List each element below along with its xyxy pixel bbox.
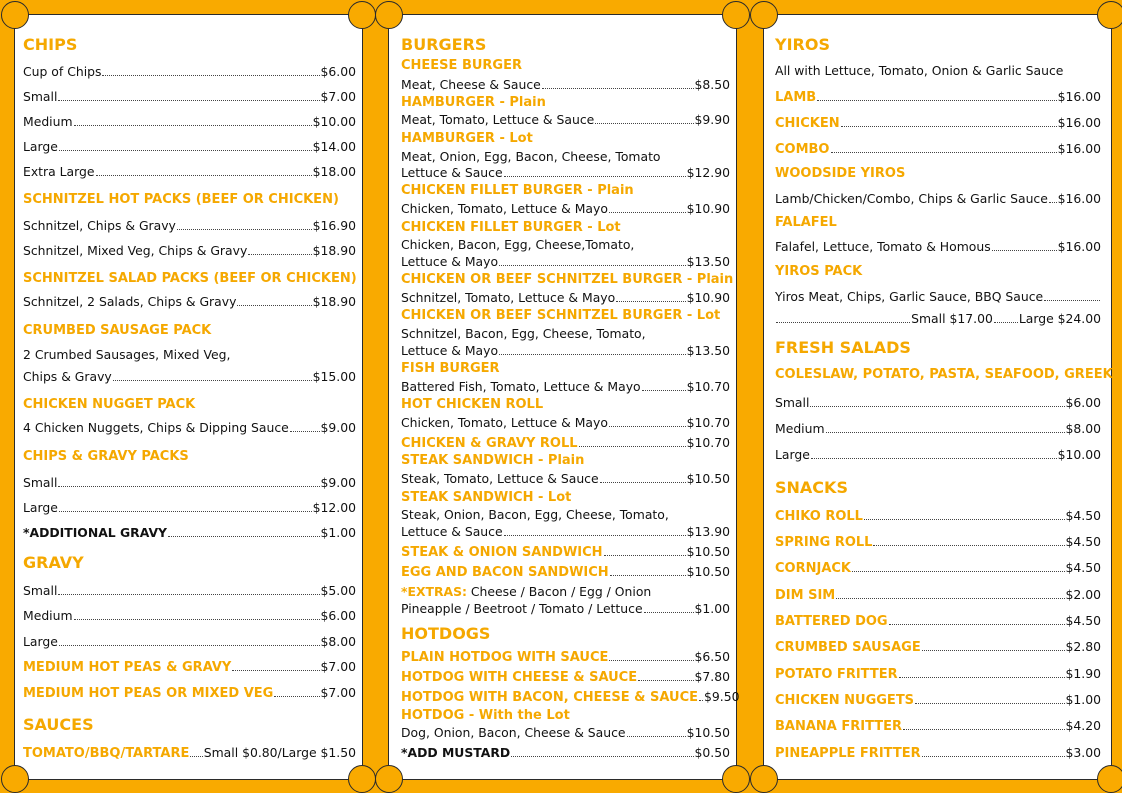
item-price: $16.90	[312, 218, 356, 233]
item-name: Large	[23, 634, 58, 649]
subsection-title: YIROS PACK	[775, 264, 863, 279]
item-price: $12.90	[686, 165, 730, 180]
item-price: $9.90	[694, 112, 730, 127]
item-price: $10.50	[686, 725, 730, 740]
item-price: $10.50	[686, 471, 730, 486]
menu-item	[775, 289, 1101, 304]
subsection-title: SCHNITZEL SALAD PACKS (BEEF OR CHICKEN)	[23, 271, 357, 286]
section-title: GRAVY	[23, 553, 84, 572]
item-name: Small	[23, 583, 58, 598]
item-name: Medium	[23, 608, 73, 623]
subsection-title: CHEESE BURGER	[401, 58, 522, 73]
item-price: $4.50	[1065, 508, 1101, 523]
menu-item	[401, 524, 730, 539]
dot-leader	[699, 700, 703, 701]
item-price: $16.00	[1057, 191, 1101, 206]
item-name: CORNJACK	[775, 561, 851, 576]
item-name: TOMATO/BBQ/TARTARE	[23, 746, 190, 761]
dot-leader	[864, 519, 1065, 520]
item-price: $10.70	[686, 379, 730, 394]
item-price: $12.00	[312, 500, 356, 515]
subsection-title: STEAK SANDWICH - Lot	[401, 490, 572, 505]
item-price: $18.90	[312, 243, 356, 258]
dot-leader	[1044, 300, 1100, 301]
menu-item	[23, 525, 356, 540]
item-name: DIM SIM	[775, 588, 836, 603]
menu-item	[401, 254, 730, 269]
item-name: HOTDOG WITH CHEESE & SAUCE	[401, 670, 638, 685]
section-title: HOTDOGS	[401, 624, 491, 643]
item-description: Schnitzel, Bacon, Egg, Cheese, Tomato,	[401, 326, 646, 341]
dot-leader	[511, 756, 693, 757]
item-price: $10.90	[686, 290, 730, 305]
dot-leader	[609, 426, 686, 427]
item-name: *ADD MUSTARD	[401, 745, 511, 760]
menu-item	[23, 114, 356, 129]
section-title: BURGERS	[401, 35, 487, 54]
item-price: $7.00	[320, 659, 356, 674]
section-title: FRESH SALADS	[775, 338, 911, 357]
item-name: Small	[775, 395, 810, 410]
section-title: YIROS	[775, 35, 830, 54]
menu-item	[775, 587, 1101, 603]
menu-item	[23, 139, 356, 154]
dot-leader	[889, 624, 1065, 625]
item-price: $6.00	[320, 608, 356, 623]
subsection-title: CRUMBED SAUSAGE PACK	[23, 323, 212, 338]
menu-item	[401, 689, 740, 705]
corner-notch	[750, 765, 778, 793]
item-name: EGG AND BACON SANDWICH	[401, 565, 609, 580]
dot-leader	[579, 446, 686, 447]
item-price: Small $0.80/Large $1.50	[203, 745, 356, 760]
menu-item	[775, 239, 1101, 254]
dot-leader	[542, 88, 694, 89]
menu-item	[401, 649, 730, 665]
menu-item	[23, 294, 356, 309]
dot-leader	[899, 677, 1065, 678]
menu-item	[775, 311, 1101, 326]
subsection-title: CHICKEN OR BEEF SCHNITZEL BURGER - Lot	[401, 308, 721, 323]
item-name: Schnitzel, Chips & Gravy	[23, 218, 176, 233]
subsection-title: HAMBURGER - Plain	[401, 95, 546, 110]
item-name: HOTDOG WITH BACON, CHEESE & SAUCE	[401, 690, 699, 705]
subsection-title: SCHNITZEL HOT PACKS (BEEF OR CHICKEN)	[23, 192, 339, 207]
item-price: $4.20	[1065, 718, 1101, 733]
panel-3-content	[775, 15, 1113, 781]
item-name: CHICKEN	[775, 116, 840, 131]
dot-leader	[873, 545, 1064, 546]
item-description: Steak, Onion, Bacon, Egg, Cheese, Tomato,	[401, 507, 669, 522]
item-price: $6.50	[694, 649, 730, 664]
item-name: Large	[775, 447, 810, 462]
item-price: $2.00	[1065, 587, 1101, 602]
menu-item	[401, 471, 730, 486]
menu-item	[401, 112, 730, 127]
dot-leader	[915, 703, 1064, 704]
item-price: $18.00	[312, 164, 356, 179]
dot-leader	[852, 571, 1065, 572]
item-price: $7.80	[694, 669, 730, 684]
subsection-title: CHICKEN OR BEEF SCHNITZEL BURGER - Plain	[401, 272, 734, 287]
item-price: $15.00	[312, 369, 356, 384]
dot-leader	[609, 660, 693, 661]
item-description: 2 Crumbed Sausages, Mixed Veg,	[23, 347, 231, 362]
item-name: Chicken, Tomato, Lettuce & Mayo	[401, 415, 608, 430]
extras-label: *EXTRAS:	[401, 584, 467, 599]
item-name: Large	[23, 139, 58, 154]
item-name: MEDIUM HOT PEAS & GRAVY	[23, 660, 232, 675]
menu-item	[23, 420, 356, 435]
dot-leader	[992, 250, 1057, 251]
extras-options: Cheese / Bacon / Egg / Onion	[466, 584, 652, 599]
dot-leader	[248, 254, 311, 255]
item-name: CRUMBED SAUSAGE	[775, 640, 921, 655]
dot-leader	[58, 100, 319, 101]
item-price: $13.50	[686, 343, 730, 358]
small-price: Small $17.00	[911, 311, 993, 326]
corner-notch	[375, 765, 403, 793]
item-name: Large	[23, 500, 58, 515]
dot-leader	[58, 486, 319, 487]
dot-leader	[811, 458, 1057, 459]
item-name: Pineapple / Beetroot / Tomato / Lettuce	[401, 601, 643, 616]
item-price: $6.00	[1065, 395, 1101, 410]
item-price: $1.90	[1065, 666, 1101, 681]
menu-item	[401, 290, 730, 305]
dot-leader	[74, 619, 320, 620]
item-name: Extra Large	[23, 164, 95, 179]
subsection-title: CHIPS & GRAVY PACKS	[23, 449, 189, 464]
item-name: Chips & Gravy	[23, 369, 112, 384]
dot-leader	[58, 594, 319, 595]
dot-leader	[504, 176, 686, 177]
item-price: $3.00	[1065, 745, 1101, 760]
dot-leader	[237, 305, 311, 306]
item-name: Small	[23, 475, 58, 490]
item-name: Meat, Tomato, Lettuce & Sauce	[401, 112, 595, 127]
item-name: LAMB	[775, 90, 817, 105]
menu-item	[23, 659, 356, 675]
menu-item	[23, 583, 356, 598]
item-name: Schnitzel, 2 Salads, Chips & Gravy	[23, 294, 237, 309]
menu-item	[23, 745, 356, 761]
subsection-title: HOTDOG - With the Lot	[401, 708, 570, 723]
menu-item	[775, 560, 1101, 576]
dot-leader	[826, 432, 1065, 433]
item-name: Schnitzel, Tomato, Lettuce & Mayo	[401, 290, 616, 305]
menu-item	[401, 435, 730, 451]
menu-item	[401, 343, 730, 358]
menu-item	[23, 64, 356, 79]
item-price: $13.90	[686, 524, 730, 539]
menu-item	[775, 692, 1101, 708]
dot-leader	[96, 175, 312, 176]
menu-item	[401, 201, 730, 216]
item-name: Lettuce & Sauce	[401, 524, 503, 539]
item-name: BANANA FRITTER	[775, 719, 903, 734]
item-name: BATTERED DOG	[775, 614, 888, 629]
menu-item	[23, 608, 356, 623]
dot-leader	[616, 301, 685, 302]
item-price: $9.50	[704, 689, 740, 704]
item-price: $0.50	[694, 745, 730, 760]
menu-item	[775, 745, 1101, 761]
menu-item	[23, 500, 356, 515]
dot-leader	[504, 535, 686, 536]
item-name: Lamb/Chicken/Combo, Chips & Garlic Sauce	[775, 191, 1048, 206]
item-name: CHIKO ROLL	[775, 509, 863, 524]
menu-item	[775, 115, 1101, 131]
item-name: Small	[23, 89, 58, 104]
item-price: $10.70	[686, 435, 730, 450]
menu-item	[401, 77, 730, 92]
dot-leader	[922, 650, 1065, 651]
menu-item	[23, 475, 356, 490]
dot-leader	[610, 575, 686, 576]
item-name: Lettuce & Mayo	[401, 254, 499, 269]
dot-leader	[113, 380, 312, 381]
item-price: $16.00	[1057, 141, 1101, 156]
item-price: $4.50	[1065, 613, 1101, 628]
menu-panel-2	[388, 14, 740, 780]
menu-item	[23, 89, 356, 104]
dot-leader	[638, 680, 693, 681]
large-price: Large $24.00	[1018, 311, 1101, 326]
item-name: Battered Fish, Tomato, Lettuce & Mayo	[401, 379, 641, 394]
item-price: $8.00	[1065, 421, 1101, 436]
item-description: All with Lettuce, Tomato, Onion & Garlic Sauce	[775, 63, 1064, 78]
dot-leader	[59, 645, 320, 646]
dot-leader	[274, 696, 319, 697]
item-name: Lettuce & Mayo	[401, 343, 499, 358]
subsection-title: CHICKEN FILLET BURGER - Plain	[401, 183, 634, 198]
menu-item	[23, 369, 356, 384]
menu-item	[775, 534, 1101, 550]
item-name: Meat, Cheese & Sauce	[401, 77, 541, 92]
item-price: $13.50	[686, 254, 730, 269]
dot-leader	[177, 229, 312, 230]
dot-leader	[810, 406, 1064, 407]
dot-leader	[994, 322, 1018, 323]
dot-leader	[642, 390, 686, 391]
menu-item	[23, 218, 356, 233]
menu-item	[401, 601, 730, 616]
dot-leader	[190, 756, 202, 757]
item-name: Cup of Chips	[23, 64, 102, 79]
dot-leader	[74, 125, 312, 126]
item-price: $16.00	[1057, 89, 1101, 104]
dot-leader	[102, 75, 319, 76]
item-price: $10.00	[312, 114, 356, 129]
item-price: $1.00	[320, 525, 356, 540]
menu-panel-3	[763, 14, 1112, 780]
item-price: $16.00	[1057, 239, 1101, 254]
menu-item	[775, 718, 1101, 734]
menu-item	[775, 141, 1101, 157]
dot-leader	[499, 354, 686, 355]
dot-leader	[831, 152, 1057, 153]
item-price: $7.00	[320, 89, 356, 104]
subsection-title: STEAK SANDWICH - Plain	[401, 453, 585, 468]
panel-1-content	[23, 15, 356, 781]
item-name: PINEAPPLE FRITTER	[775, 746, 921, 761]
item-name: Lettuce & Sauce	[401, 165, 503, 180]
menu-item	[775, 613, 1101, 629]
item-name: Dog, Onion, Bacon, Cheese & Sauce	[401, 725, 626, 740]
item-price: $10.00	[1057, 447, 1101, 462]
item-name: CHICKEN & GRAVY ROLL	[401, 436, 578, 451]
item-price: $2.80	[1065, 639, 1101, 654]
item-description: Meat, Onion, Egg, Bacon, Cheese, Tomato	[401, 149, 661, 164]
corner-notch	[375, 1, 403, 29]
subsection-title: WOODSIDE YIROS	[775, 166, 906, 181]
item-name: Medium	[23, 114, 73, 129]
item-name: MEDIUM HOT PEAS OR MIXED VEG	[23, 686, 274, 701]
menu-item	[23, 634, 356, 649]
dot-leader	[604, 555, 686, 556]
item-name: CHICKEN NUGGETS	[775, 693, 915, 708]
item-name: Falafel, Lettuce, Tomato & Homous	[775, 239, 991, 254]
section-title: CHIPS	[23, 35, 78, 54]
menu-panel-1	[14, 14, 363, 780]
dot-leader	[595, 123, 693, 124]
item-name: Medium	[775, 421, 825, 436]
item-description: Chicken, Bacon, Egg, Cheese,Tomato,	[401, 237, 635, 252]
menu-item	[23, 164, 356, 179]
subsection-title: CHICKEN FILLET BURGER - Lot	[401, 220, 621, 235]
item-name: STEAK & ONION SANDWICH	[401, 545, 603, 560]
subsection-title: HAMBURGER - Lot	[401, 131, 533, 146]
item-name: Schnitzel, Mixed Veg, Chips & Gravy	[23, 243, 248, 258]
item-price: $18.90	[312, 294, 356, 309]
dot-leader	[59, 150, 312, 151]
section-title: SNACKS	[775, 478, 848, 497]
menu-item	[401, 669, 730, 685]
item-price: $4.50	[1065, 560, 1101, 575]
menu-item	[775, 447, 1101, 462]
extras-note	[401, 584, 730, 599]
item-price: $8.00	[320, 634, 356, 649]
dot-leader	[499, 265, 686, 266]
subsection-title: FALAFEL	[775, 215, 837, 230]
dot-leader	[776, 322, 910, 323]
item-name: COMBO	[775, 142, 830, 157]
item-price: $7.00	[320, 685, 356, 700]
item-name: *ADDITIONAL GRAVY	[23, 525, 168, 540]
subsection-title: FISH BURGER	[401, 361, 500, 376]
item-price: $9.00	[320, 420, 356, 435]
dot-leader	[841, 126, 1057, 127]
panel-2-content	[401, 15, 740, 781]
item-price: $5.00	[320, 583, 356, 598]
item-description: Yiros Meat, Chips, Garlic Sauce, BBQ Sauce	[775, 289, 1044, 304]
menu-item	[775, 639, 1101, 655]
item-name: POTATO FRITTER	[775, 667, 898, 682]
menu-item	[775, 89, 1101, 105]
dot-leader	[1049, 202, 1057, 203]
menu-item	[23, 685, 356, 701]
item-price: $10.50	[686, 544, 730, 559]
menu-item	[401, 745, 730, 760]
menu-item	[401, 415, 730, 430]
dot-leader	[644, 612, 694, 613]
item-price: $10.70	[686, 415, 730, 430]
item-price: $9.00	[320, 475, 356, 490]
item-price: $8.50	[694, 77, 730, 92]
menu-item	[775, 421, 1101, 436]
dot-leader	[836, 598, 1064, 599]
subsection-title: COLESLAW, POTATO, PASTA, SEAFOOD, GREEK	[775, 367, 1113, 382]
item-price: $6.00	[320, 64, 356, 79]
menu-item	[775, 508, 1101, 524]
menu-item	[401, 165, 730, 180]
dot-leader	[168, 536, 319, 537]
menu-item	[23, 243, 356, 258]
item-price: $10.90	[686, 201, 730, 216]
menu-item	[775, 395, 1101, 410]
menu-item	[401, 379, 730, 394]
dot-leader	[290, 431, 320, 432]
item-name: 4 Chicken Nuggets, Chips & Dipping Sauce	[23, 420, 289, 435]
item-price: $10.50	[686, 564, 730, 579]
corner-notch	[750, 1, 778, 29]
dot-leader	[627, 736, 686, 737]
dot-leader	[232, 670, 319, 671]
subsection-title: HOT CHICKEN ROLL	[401, 397, 544, 412]
dot-leader	[59, 511, 312, 512]
dot-leader	[817, 100, 1056, 101]
dot-leader	[903, 729, 1064, 730]
menu-item	[401, 544, 730, 560]
item-price: $14.00	[312, 139, 356, 154]
subsection-title: CHICKEN NUGGET PACK	[23, 397, 196, 412]
item-price: $4.50	[1065, 534, 1101, 549]
item-price: $16.00	[1057, 115, 1101, 130]
section-title: SAUCES	[23, 715, 94, 734]
dot-leader	[922, 756, 1065, 757]
menu-item	[775, 666, 1101, 682]
item-price: $1.00	[1065, 692, 1101, 707]
item-name: Chicken, Tomato, Lettuce & Mayo	[401, 201, 608, 216]
item-name: Steak, Tomato, Lettuce & Sauce	[401, 471, 599, 486]
menu-item	[775, 191, 1101, 206]
dot-leader	[600, 482, 686, 483]
menu-item	[401, 725, 730, 740]
menu-item	[401, 564, 730, 580]
item-price: $1.00	[694, 601, 730, 616]
dot-leader	[609, 212, 686, 213]
item-name: PLAIN HOTDOG WITH SAUCE	[401, 650, 609, 665]
item-name: SPRING ROLL	[775, 535, 873, 550]
